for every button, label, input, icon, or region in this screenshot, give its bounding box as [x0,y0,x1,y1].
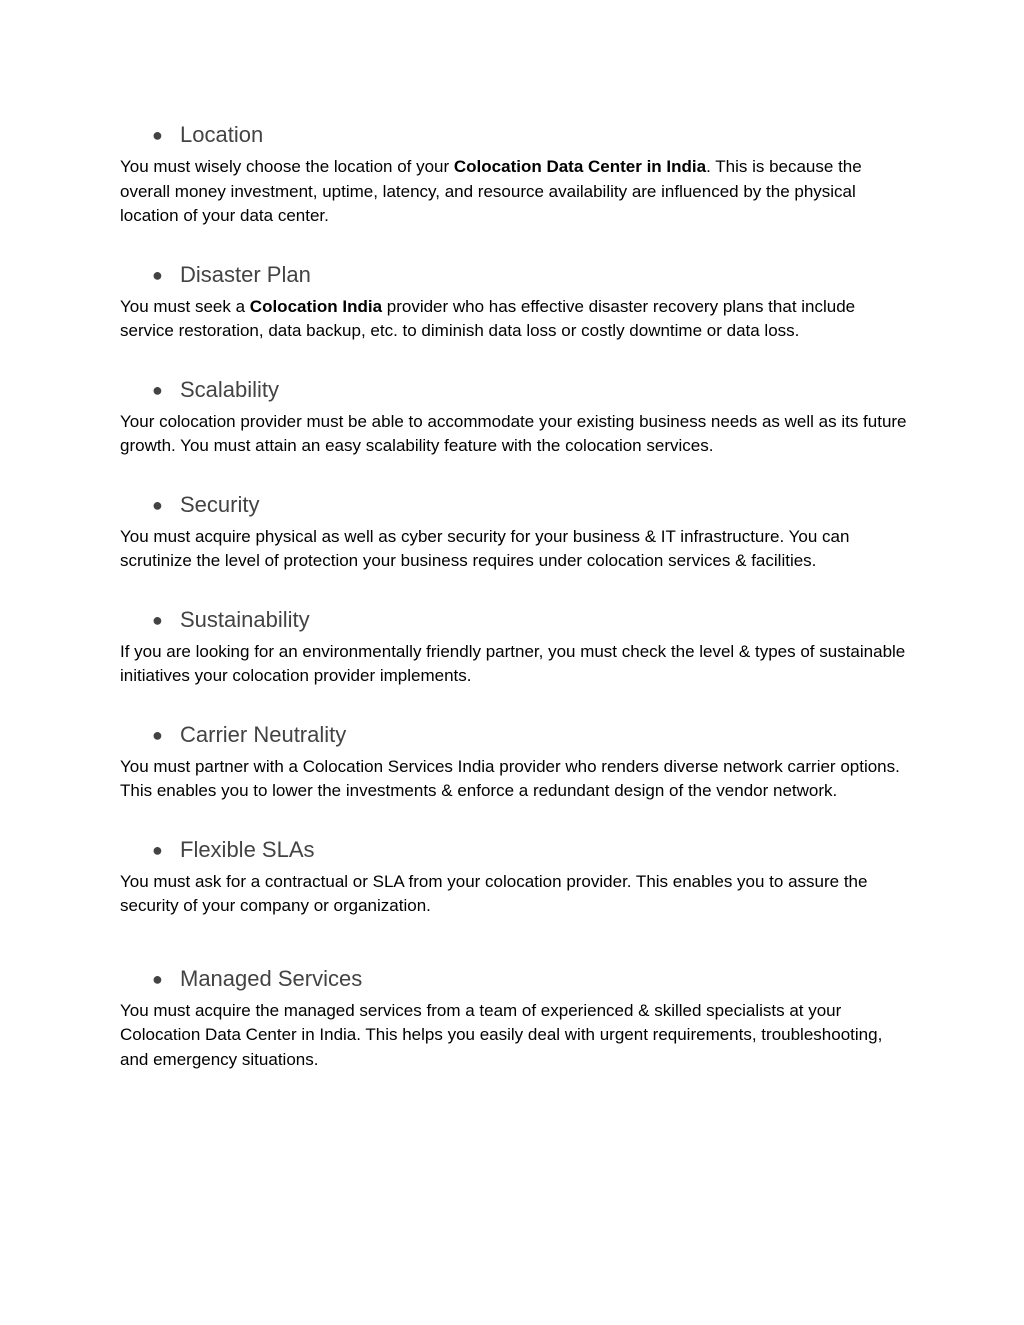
section-body: If you are looking for an environmentally friendly partner, you must check the level & types of sustainable initiatives your colocation provider implements. [120,641,906,685]
heading-text: Security [180,491,260,517]
section-body: You must partner with a Colocation Services India provider who renders diverse network carrier options. This enables you to lower the investments & enforce a redundant design of the vendor network. [120,756,900,800]
bold-keyword: Colocation Data Center in India [453,157,707,176]
heading-text: Managed Services [180,965,363,991]
bullet-icon: ● [152,724,163,745]
section-managed-services [120,961,910,1073]
section-heading [120,717,910,753]
heading-text: Location [180,122,264,147]
section-scalability [120,372,910,459]
heading-text: Carrier Neutrality [180,721,347,747]
bullet-icon: ● [152,494,163,515]
heading-text: Flexible SLAs [180,836,315,862]
section-body: You must wisely choose the location of your Colocation Data Center in India. This is because the overall money investment, uptime, latency, and resource availability are influenced by the physical location of your data center. [120,157,862,225]
section-heading [120,372,910,408]
bullet-icon: ● [152,125,163,145]
section-body: You must seek a Colocation India provider who has effective disaster recovery plans that include service restoration, data backup, etc. to diminish data loss or costly downtime or data loss. [120,296,856,340]
section-disaster-plan [120,257,910,344]
section-heading [120,117,910,153]
bullet-icon: ● [152,264,163,285]
heading-text: Sustainability [180,606,310,632]
document-page [120,117,910,1072]
section-body: You must acquire the managed services from a team of experienced & skilled specialists at your Colocation Data Center in India. This helps you easily deal with urgent requirements, troubleshooting, and emergency situations. [120,1000,883,1069]
heading-text: Scalability [180,376,280,402]
section-carrier-neutrality [120,717,910,804]
bullet-icon: ● [152,379,163,400]
section-sustainability [120,602,910,689]
section-flexible-slas [120,832,910,919]
section-heading [120,487,910,523]
heading-text: Disaster Plan [180,261,311,287]
section-location [120,117,910,229]
bullet-icon: ● [152,609,163,630]
section-heading [120,602,910,638]
bullet-icon: ● [152,968,163,989]
section-heading [120,961,910,997]
section-body: Your colocation provider must be able to accommodate your existing business needs as well as its future growth. You must attain an easy scalability feature with the colocation services. [120,411,907,455]
section-body: You must acquire physical as well as cyber security for your business & IT infrastructure. You can scrutinize the level of protection your business requires under colocation services & facilities. [120,526,850,570]
section-heading [120,832,910,868]
section-body: You must ask for a contractual or SLA from your colocation provider. This enables you to assure the security of your company or organization. [120,871,868,915]
bullet-icon: ● [152,839,163,860]
section-security [120,487,910,574]
section-heading [120,257,910,293]
bold-keyword: Colocation India [249,296,383,316]
